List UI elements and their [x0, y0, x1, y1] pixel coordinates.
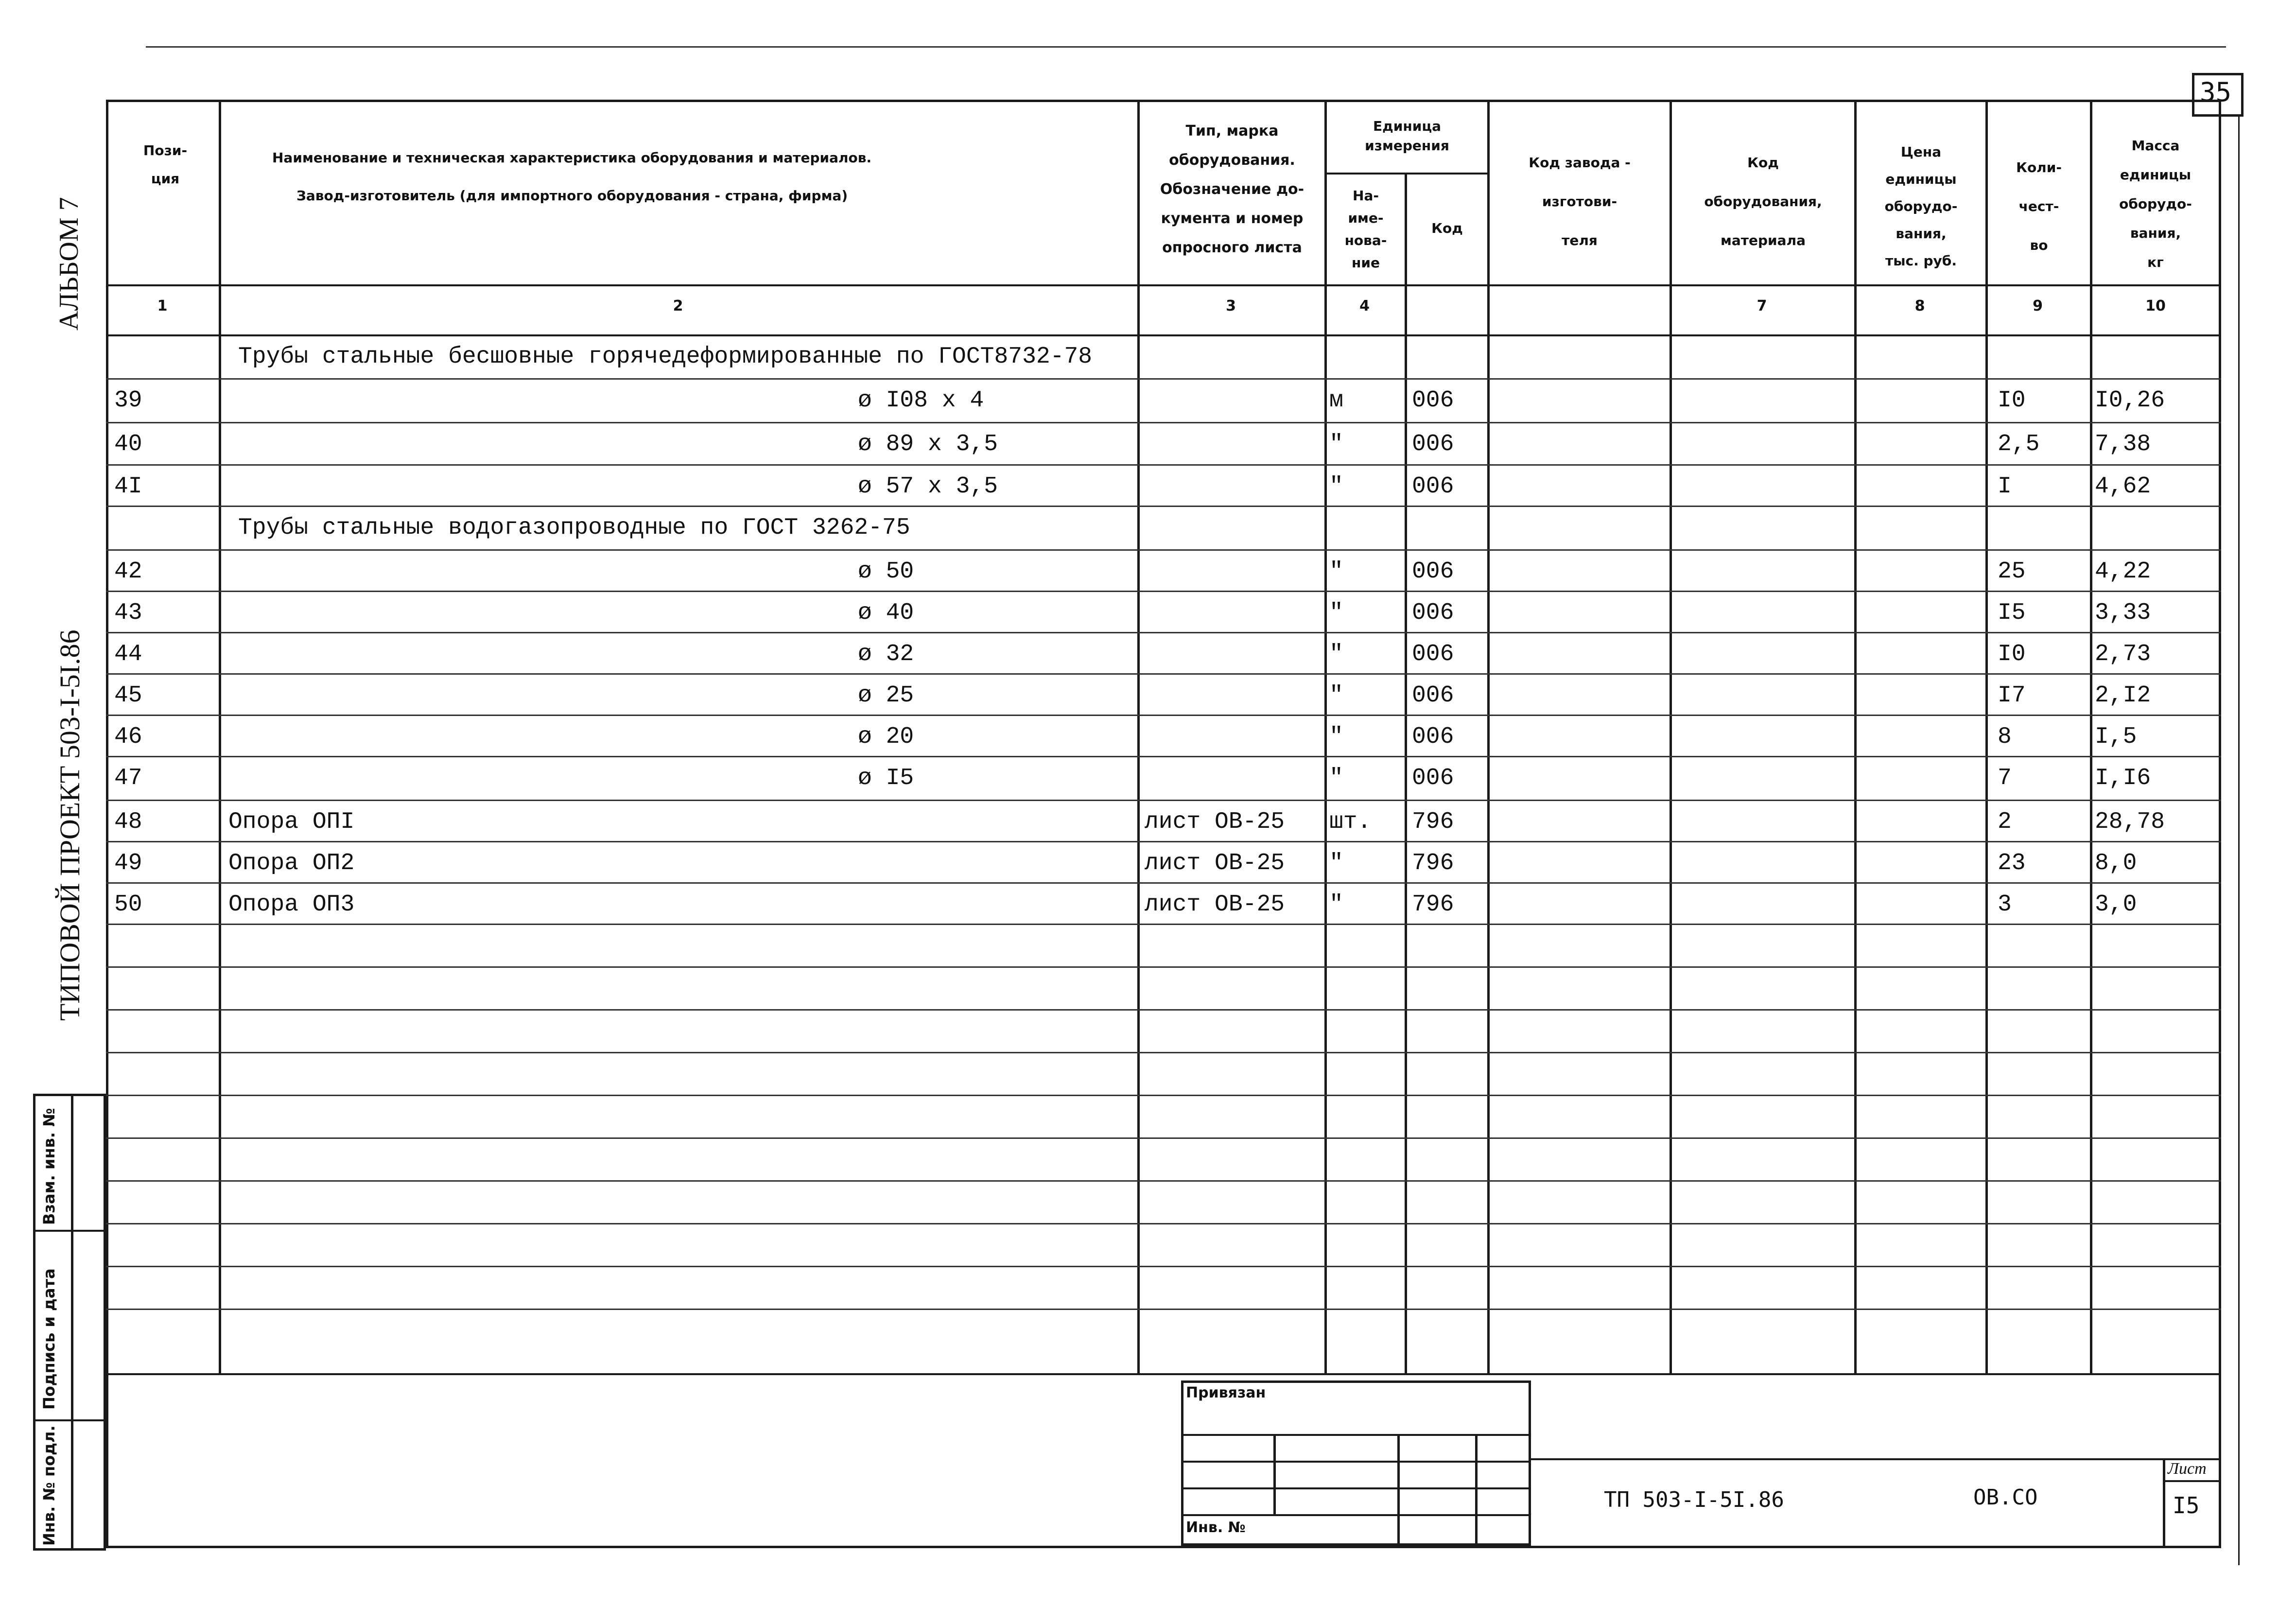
cell-qty: 2 [1998, 809, 2012, 835]
hdr-price: Цена единицы оборудо- вания, тыс. руб. [1884, 144, 1958, 269]
row-divider [106, 549, 2221, 551]
cell-unit: " [1329, 850, 1343, 876]
cell-mass: 3,33 [2095, 600, 2151, 626]
privyazan-vline [1273, 1434, 1276, 1514]
hdr-unit-group: Единица измерения [1365, 118, 1449, 154]
cell-unit: " [1329, 682, 1343, 709]
col-line-1 [219, 100, 221, 1373]
title-block-line [1531, 1458, 2221, 1460]
cell-unit: м [1329, 387, 1343, 414]
privyazan-label: Привязан [1186, 1384, 1266, 1401]
cell-position: 42 [114, 559, 142, 585]
cell-unit: " [1329, 724, 1343, 750]
empty-row-divider [106, 1052, 2221, 1053]
doc-code: ТП 503-I-5I.86 [1604, 1487, 1784, 1512]
empty-row-divider [106, 1309, 2221, 1310]
col-line-6 [1670, 100, 1672, 1373]
inv-label: Инв. № [1186, 1519, 1246, 1536]
col-line-4 [1405, 173, 1407, 1373]
col-line-8 [1985, 100, 1988, 1373]
cell-code: 006 [1412, 600, 1454, 626]
cell-mass: 2,73 [2095, 641, 2151, 667]
cell-mass: 7,38 [2095, 431, 2151, 457]
stamp-top-line [106, 1373, 2221, 1375]
cell-mass: 8,0 [2095, 850, 2137, 876]
hdr-name: Наименование и техническая характеристика оборудования и материалов. Завод-изготовитель (для импортного оборудования - страна, фирма) [272, 150, 872, 204]
colnum-9: 9 [2033, 297, 2043, 314]
cell-code: 006 [1412, 559, 1454, 585]
cell-mass: 4,62 [2095, 473, 2151, 500]
cell-unit: " [1329, 641, 1343, 667]
row-divider [106, 756, 2221, 757]
left-stamp-line [33, 1419, 106, 1421]
empty-row-divider [106, 1095, 2221, 1096]
cell-doc: лист ОВ-25 [1145, 850, 1285, 876]
col-line-9 [2090, 100, 2092, 1373]
cell-position: 49 [114, 850, 142, 876]
cell-position: 40 [114, 431, 142, 457]
row-divider [106, 800, 2221, 801]
privyazan-vline [1397, 1434, 1400, 1546]
colnum-7: 7 [1757, 297, 1767, 314]
cell-qty: 7 [1998, 765, 2012, 791]
hdr-qty: Коли- чест- во [2016, 159, 2062, 253]
empty-row-divider [106, 924, 2221, 925]
row-divider [106, 632, 2221, 633]
row-divider [106, 464, 2221, 466]
col-line-7 [1854, 100, 1857, 1373]
left-stamp-divider [71, 1094, 73, 1551]
privyazan-line [1181, 1514, 1531, 1516]
cell-mass: I0,26 [2095, 387, 2165, 414]
hdr-equip-code: Код оборудования, материала [1704, 155, 1822, 248]
cell-name: Опора ОП2 [228, 850, 355, 876]
privyazan-line [1181, 1434, 1531, 1436]
cell-unit: " [1329, 431, 1343, 457]
cell-code: 006 [1412, 431, 1454, 457]
cell-size: ø 50 [858, 559, 914, 585]
cell-unit: " [1329, 473, 1343, 500]
cell-code: 796 [1412, 891, 1454, 918]
cell-position: 44 [114, 641, 142, 667]
cell-mass: I,I6 [2095, 765, 2151, 791]
cell-position: 48 [114, 809, 142, 835]
colnum-bottom-line [106, 334, 2221, 336]
cell-name: Опора ОПI [228, 809, 355, 835]
privyazan-vline [1475, 1434, 1478, 1546]
hdr-type: Тип, марка оборудования. Обозначение до- кумента и номер опросного листа [1160, 122, 1305, 256]
cell-size: ø 25 [858, 682, 914, 709]
cell-code: 796 [1412, 809, 1454, 835]
cell-name: Трубы стальные бесшовные горячедеформированные по ГОСТ8732-78 [238, 344, 1093, 370]
cell-size: ø 89 x 3,5 [858, 431, 998, 457]
cell-qty: 8 [1998, 724, 2012, 750]
cell-position: 39 [114, 387, 142, 414]
cell-position: 4I [114, 473, 142, 500]
empty-row-divider [106, 1266, 2221, 1267]
empty-row-divider [106, 1009, 2221, 1011]
cell-qty: I5 [1998, 600, 2026, 626]
row-divider [106, 882, 2221, 884]
cell-qty: 25 [1998, 559, 2026, 585]
cell-qty: I7 [1998, 682, 2026, 709]
hdr-factory-code: Код завода - изготови- теля [1529, 155, 1631, 248]
cell-qty: 2,5 [1998, 431, 2040, 457]
cell-qty: I0 [1998, 641, 2026, 667]
cell-doc: лист ОВ-25 [1145, 809, 1285, 835]
row-divider [106, 378, 2221, 380]
project-label: ТИПОВОЙ ПРОЕКТ 503-I-5I.86 [54, 629, 86, 1021]
cell-size: ø 20 [858, 724, 914, 750]
right-edge-line [2238, 117, 2240, 1565]
hdr-code: Код [1431, 220, 1463, 236]
list-vline [2163, 1458, 2165, 1548]
colnum-10: 10 [2145, 297, 2166, 314]
stamp-label-podpis: Подпись и дата [40, 1268, 58, 1410]
hdr-pos: Пози- ция [143, 142, 188, 187]
empty-row-divider [106, 1137, 2221, 1139]
album-label: АЛЬБОМ 7 [54, 197, 84, 331]
cell-position: 43 [114, 600, 142, 626]
row-divider [106, 841, 2221, 842]
cell-unit: " [1329, 765, 1343, 791]
stamp-label-vzam: Взам. инв. № [40, 1108, 58, 1225]
cell-code: 006 [1412, 641, 1454, 667]
cell-unit: шт. [1329, 809, 1372, 835]
colnum-3: 3 [1226, 297, 1236, 314]
empty-row-divider [106, 1223, 2221, 1224]
colnum-4: 4 [1359, 297, 1370, 314]
colnum-2: 2 [673, 297, 683, 314]
sheet-number: 35 [2200, 77, 2232, 107]
cell-qty: 23 [1998, 850, 2026, 876]
privyazan-line [1181, 1487, 1531, 1489]
cell-unit: " [1329, 600, 1343, 626]
empty-row-divider [106, 1180, 2221, 1182]
cell-code: 006 [1412, 682, 1454, 709]
cell-position: 45 [114, 682, 142, 709]
cell-mass: I,5 [2095, 724, 2137, 750]
cell-position: 50 [114, 891, 142, 918]
cell-unit: " [1329, 559, 1343, 585]
cell-code: 006 [1412, 473, 1454, 500]
cell-doc: лист ОВ-25 [1145, 891, 1285, 918]
cell-qty: I0 [1998, 387, 2026, 414]
cell-code: 006 [1412, 724, 1454, 750]
header-bottom-line [106, 284, 2221, 286]
cell-unit: " [1329, 891, 1343, 918]
row-divider [106, 422, 2221, 423]
cell-mass: 2,I2 [2095, 682, 2151, 709]
privyazan-line [1181, 1461, 1531, 1463]
unit-group-line [1324, 173, 1487, 175]
cell-code: 006 [1412, 387, 1454, 414]
cell-qty: I [1998, 473, 2012, 500]
row-divider [106, 673, 2221, 675]
cell-name: Опора ОП3 [228, 891, 355, 918]
stamp-label-inv: Инв. № подл. [40, 1425, 58, 1546]
list-line [2163, 1480, 2221, 1482]
row-divider [106, 506, 2221, 507]
cell-position: 46 [114, 724, 142, 750]
cell-size: ø 32 [858, 641, 914, 667]
cell-position: 47 [114, 765, 142, 791]
cell-mass: 4,22 [2095, 559, 2151, 585]
cell-mass: 28,78 [2095, 809, 2165, 835]
list-label: Лист [2168, 1460, 2207, 1478]
col-line-2 [1137, 100, 1140, 1373]
left-stamp-line [33, 1230, 106, 1232]
empty-row-divider [106, 966, 2221, 968]
cell-name: Трубы стальные водогазопроводные по ГОСТ 3262-75 [238, 515, 910, 541]
cell-code: 006 [1412, 765, 1454, 791]
col-line-5 [1487, 100, 1490, 1373]
cell-size: ø I5 [858, 765, 914, 791]
top-frame-line [146, 46, 2226, 48]
hdr-mass: Масса единицы оборудо- вания, кг [2119, 138, 2192, 270]
list-number: I5 [2173, 1492, 2200, 1519]
row-divider [106, 591, 2221, 592]
cell-size: ø I08 x 4 [858, 387, 984, 414]
cell-code: 796 [1412, 850, 1454, 876]
cell-size: ø 57 x 3,5 [858, 473, 998, 500]
cell-qty: 3 [1998, 891, 2012, 918]
colnum-1: 1 [157, 297, 168, 314]
hdr-unit-name: На- име- нова- ние [1344, 188, 1387, 271]
row-divider [106, 715, 2221, 716]
section-code: ОВ.СО [1973, 1485, 2038, 1510]
colnum-8: 8 [1914, 297, 1925, 314]
cell-size: ø 40 [858, 600, 914, 626]
cell-mass: 3,0 [2095, 891, 2137, 918]
col-line-3 [1324, 100, 1327, 1373]
